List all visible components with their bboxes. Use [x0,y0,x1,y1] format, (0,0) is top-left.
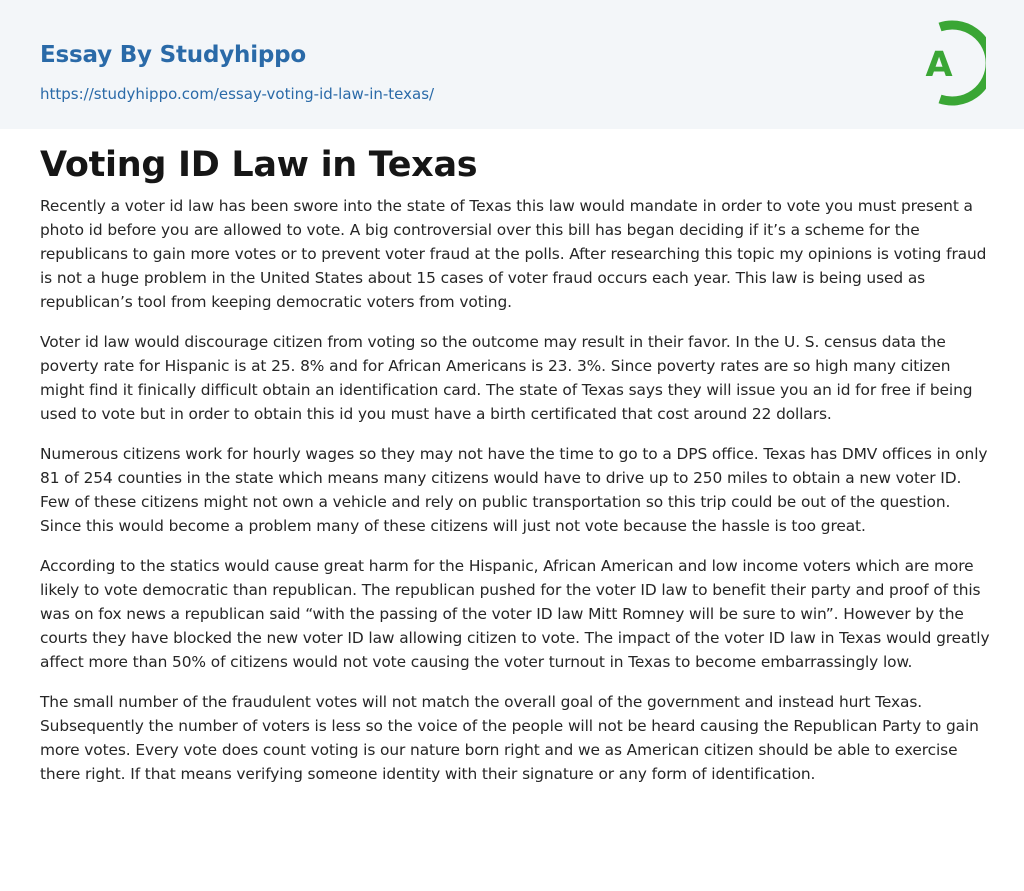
brand-title[interactable]: Essay By Studyhippo [40,42,307,68]
essay-paragraph: Numerous citizens work for hourly wages so they may not have the time to go to a DPS office. Texas has DMV offices in only 81 of 254 counties in the state which means many citizens would have to drive up to 250 miles to obtain a new voter ID. Few of these citizens might not own a vehicle and rely on public transportation so this trip could be out of the question. Since this would become a problem many of these citizens will just not vote because the hassle is too great. [40,445,988,535]
essay-paragraph: Voter id law would discourage citizen from voting so the outcome may result in their favor. In the U. S. census data the poverty rate for Hispanic is at 25. 8% and for African Americans is 23. 3%. Since poverty rates are so high many citizen might find it finically difficult obtain an identification card. The state of Texas says they will issue you an id for free if being used to vote but in order to obtain this id you must have a birth certificated that cost around 22 dollars. [40,333,973,423]
studyhippo-logo-icon[interactable] [914,20,986,106]
page-header [0,0,1024,129]
essay-paragraph: According to the statics would cause great harm for the Hispanic, African American and low income voters which are more likely to vote democratic than republican. The republican pushed for the voter ID law to benefit their party and proof of this was on fox news a republican said “with the passing of the voter ID law Mitt Romney will be sure to win”. However by the courts they have blocked the new voter ID law allowing citizen to vote. The impact of the voter ID law in Texas would greatly affect more than 50% of citizens would not vote causing the voter turnout in Texas to become embarrassingly low. [40,557,990,671]
essay-body [40,194,990,802]
logo-letter: A [925,45,953,85]
essay-paragraph: The small number of the fraudulent votes will not match the overall goal of the government and instead hurt Texas. Subsequently the number of voters is less so the voice of the people will not be heard causing the Republican Party to gain more votes. Every vote does count voting is our nature born right and we as American citizen should be able to exercise there right. If that means verifying someone identity with their signature or any form of identification. [40,693,979,783]
essay-paragraph: Recently a voter id law has been swore into the state of Texas this law would mandate in order to vote you must present a photo id before you are allowed to vote. A big controversial over this bill has began deciding if it’s a scheme for the republicans to gain more votes or to prevent voter fraud at the polls. After researching this topic my opinions is voting fraud is not a huge problem in the United States about 15 cases of voter fraud occurs each year. This law is being used as republican’s tool from keeping democratic voters from voting. [40,197,987,311]
page-title: Voting ID Law in Texas [40,145,478,185]
source-url-link[interactable]: https://studyhippo.com/essay-voting-id-law-in-texas/ [40,85,435,103]
